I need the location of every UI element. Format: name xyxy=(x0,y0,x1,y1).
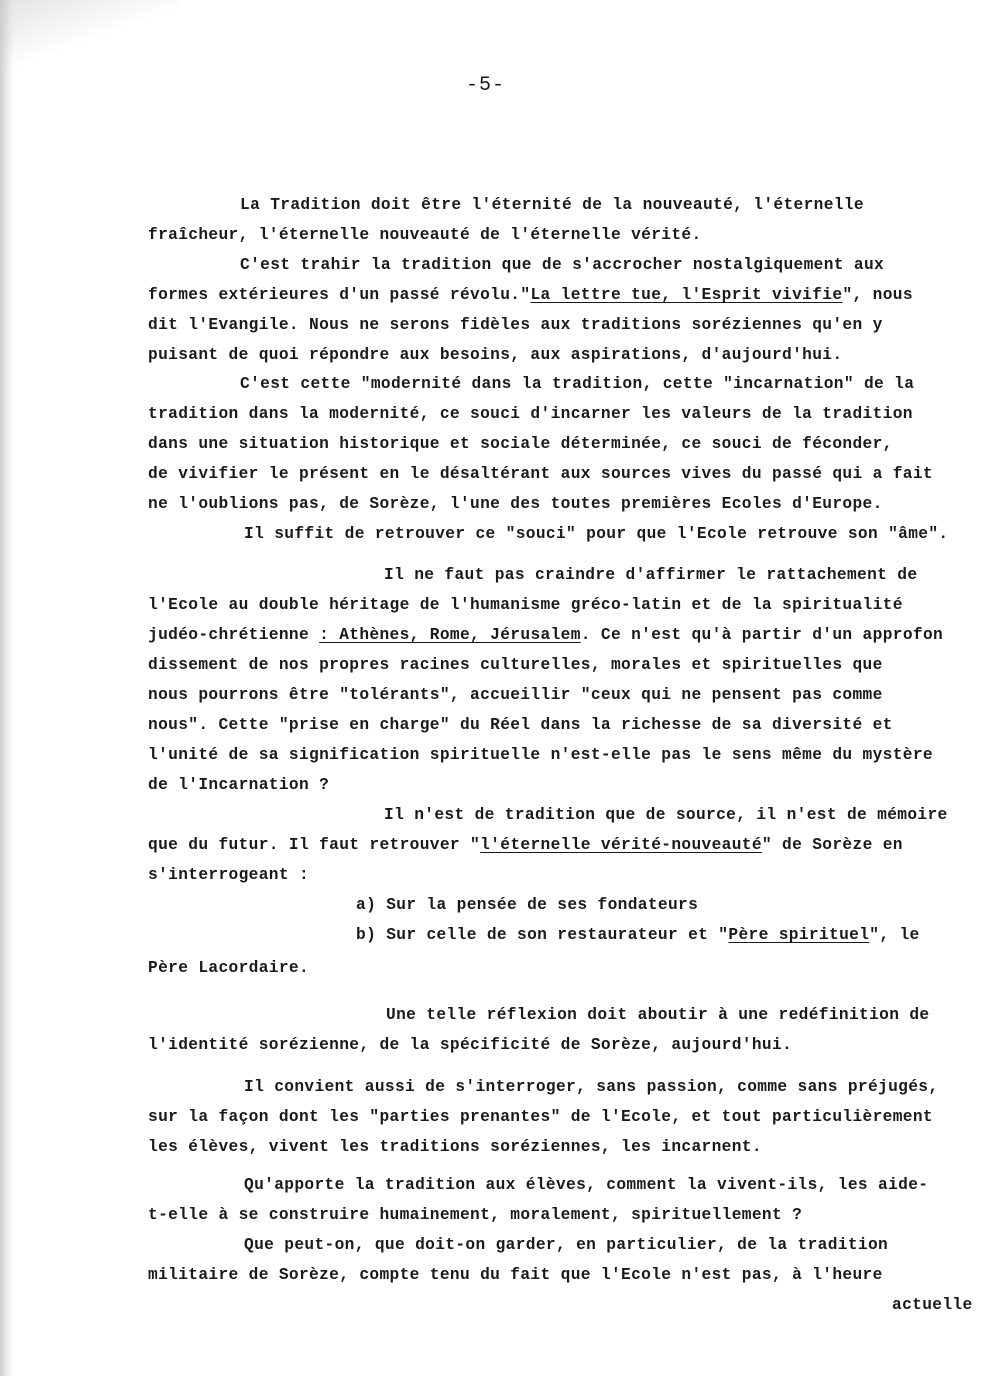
text-line: militaire de Sorèze, compte tenu du fait que l'Ecole n'est pas, à l'heure xyxy=(148,1266,883,1284)
catchword: actuelle xyxy=(892,1296,973,1314)
text-line: puisant de quoi répondre aux besoins, aux aspirations, d'aujourd'hui. xyxy=(148,346,843,364)
underlined-places: : Athènes, Rome, Jérusalem xyxy=(319,626,581,644)
text-segment: . Ce n'est qu'à partir d'un approfon xyxy=(580,626,944,644)
text-line: sur la façon dont les "parties prenantes" de l'Ecole, et tout particulièrement xyxy=(148,1108,933,1126)
text-line: les élèves, vivent les traditions soréziennes, les incarnent. xyxy=(148,1138,762,1156)
text-line: dans une situation historique et sociale déterminée, ce souci de féconder, xyxy=(148,435,893,453)
underlined-quote: La lettre tue, l'Esprit vivifie xyxy=(530,286,843,304)
scan-corner-shadow xyxy=(0,0,180,70)
text-segment: formes extérieures d'un passé révolu." xyxy=(148,286,531,304)
scan-edge-shadow xyxy=(0,0,14,1376)
text-line: nous". Cette "prise en charge" du Réel dans la richesse de sa diversité et xyxy=(148,716,893,734)
text-line: Il ne faut pas craindre d'affirmer le rattachement de xyxy=(384,566,918,584)
page-number: -5- xyxy=(466,74,506,97)
text-line: l'unité de sa signification spirituelle n'est-elle pas le sens même du mystère xyxy=(148,746,933,764)
underlined-quote: l'éternelle vérité-nouveauté xyxy=(480,836,762,854)
text-line: t-elle à se construire humainement, moralement, spirituellement ? xyxy=(148,1206,803,1224)
text-line: Qu'apporte la tradition aux élèves, comment la vivent-ils, les aide- xyxy=(244,1176,929,1194)
text-line: Il n'est de tradition que de source, il n'est de mémoire xyxy=(384,806,948,824)
text-line: C'est cette "modernité dans la tradition, cette "incarnation" de la xyxy=(240,375,915,393)
text-line xyxy=(148,625,943,645)
text-segment: ", le xyxy=(869,926,920,944)
text-line: fraîcheur, l'éternelle nouveauté de l'éternelle vérité. xyxy=(148,226,702,244)
list-item: a) Sur la pensée de ses fondateurs xyxy=(356,896,699,914)
text-line: de vivifier le présent en le désaltérant aux sources vives du passé qui a fait xyxy=(148,465,933,483)
text-line: Que peut-on, que doit-on garder, en particulier, de la tradition xyxy=(244,1236,889,1254)
text-line: ne l'oublions pas, de Sorèze, l'une des toutes premières Ecoles d'Europe. xyxy=(148,495,883,513)
text-line xyxy=(148,835,903,855)
underlined-quote: Père spirituel xyxy=(728,926,870,944)
list-item xyxy=(356,925,920,945)
text-line: tradition dans la modernité, ce souci d'incarner les valeurs de la tradition xyxy=(148,405,913,423)
text-segment: que du futur. Il faut retrouver " xyxy=(148,836,481,854)
text-line: Il suffit de retrouver ce "souci" pour que l'Ecole retrouve son "âme". xyxy=(244,525,949,543)
text-line: Père Lacordaire. xyxy=(148,959,310,977)
text-line: La Tradition doit être l'éternité de la nouveauté, l'éternelle xyxy=(240,196,864,214)
text-line: l'identité sorézienne, de la spécificité de Sorèze, aujourd'hui. xyxy=(148,1036,793,1054)
text-line xyxy=(148,285,913,305)
text-line: s'interrogeant : xyxy=(148,866,310,884)
text-line: dissement de nos propres racines culturelles, morales et spirituelles que xyxy=(148,656,883,674)
text-line: Il convient aussi de s'interroger, sans passion, comme sans préjugés, xyxy=(244,1078,939,1096)
text-segment: judéo-chrétienne xyxy=(148,626,320,644)
text-segment: ", nous xyxy=(842,286,913,304)
text-segment: " de Sorèze en xyxy=(761,836,903,854)
text-segment: b) Sur celle de son restaurateur et " xyxy=(356,926,729,944)
text-line: Une telle réflexion doit aboutir à une redéfinition de xyxy=(386,1006,930,1024)
text-line: dit l'Evangile. Nous ne serons fidèles aux traditions soréziennes qu'en y xyxy=(148,316,883,334)
text-line: de l'Incarnation ? xyxy=(148,776,330,794)
text-line: nous pourrons être "tolérants", accueillir "ceux qui ne pensent pas comme xyxy=(148,686,883,704)
text-line: l'Ecole au double héritage de l'humanisme gréco-latin et de la spiritualité xyxy=(148,596,903,614)
text-line: C'est trahir la tradition que de s'accrocher nostalgiquement aux xyxy=(240,256,885,274)
